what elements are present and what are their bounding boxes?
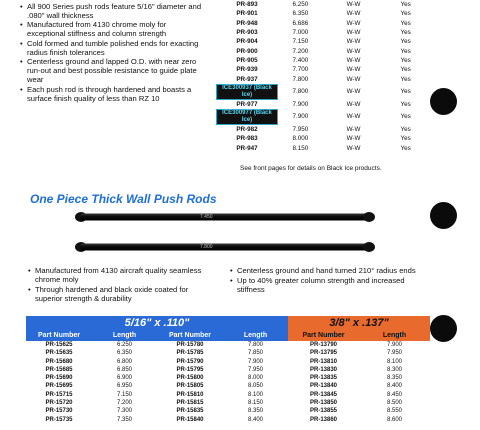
length: 8.150 bbox=[292, 144, 309, 152]
column-header-part: Part Number bbox=[288, 331, 359, 341]
length: 8.400 bbox=[386, 383, 402, 390]
spec-row bbox=[212, 144, 427, 153]
length: 7.300 bbox=[116, 408, 132, 415]
length: 6.800 bbox=[116, 358, 132, 365]
push-rod-image bbox=[75, 211, 375, 223]
length: 7.150 bbox=[116, 391, 132, 398]
part-number: PR-937 bbox=[236, 75, 258, 83]
push-rod-image bbox=[75, 241, 375, 253]
length: 6.250 bbox=[292, 1, 309, 9]
part-number: PR-13830 bbox=[309, 366, 338, 373]
oil-hole: Yes bbox=[400, 1, 411, 9]
tip-style: W-W bbox=[346, 100, 361, 108]
tip-style: W-W bbox=[346, 126, 361, 134]
length: 8.500 bbox=[386, 400, 402, 407]
tip-style: W-W bbox=[346, 135, 361, 143]
part-number: PR-903 bbox=[236, 29, 258, 37]
part-number: PR-15780 bbox=[176, 342, 204, 348]
length: 7.800 bbox=[292, 88, 309, 96]
part-number: PR-977 bbox=[236, 100, 258, 108]
length: 7.150 bbox=[292, 38, 309, 46]
part-number: PR-15625 bbox=[45, 342, 73, 348]
length: 7.700 bbox=[292, 66, 309, 74]
spec-row bbox=[212, 100, 427, 109]
part-number: PR-13845 bbox=[309, 391, 338, 398]
feature-item: • All 900 Series push rods feature 5/16" diameter and .080" wall thickness bbox=[20, 2, 205, 20]
column-header-length: Length bbox=[223, 331, 288, 341]
table-header-38: 3/8" x .137" bbox=[288, 316, 430, 331]
part-number: PR-901 bbox=[236, 10, 258, 18]
part-number: PR-13855 bbox=[309, 408, 338, 415]
feature-item: • Through hardened and black oxide coated for superior strength & durability bbox=[28, 285, 213, 303]
length: 6.350 bbox=[292, 10, 309, 18]
part-number bbox=[212, 84, 278, 100]
oil-hole: Yes bbox=[400, 126, 411, 134]
length: 8.100 bbox=[247, 391, 263, 398]
part-number: PR-15735 bbox=[45, 416, 73, 423]
length: 8.350 bbox=[386, 375, 402, 382]
rod-length-label: 7.450 bbox=[200, 214, 213, 220]
oil-hole: Yes bbox=[400, 29, 411, 37]
length: 7.800 bbox=[247, 342, 263, 348]
length: 7.350 bbox=[116, 416, 132, 423]
part-number: PR-905 bbox=[236, 56, 258, 64]
feature-item: • Manufactured from 4130 chrome moly for exceptional stiffness and column strength bbox=[20, 20, 205, 38]
part-number: PR-13835 bbox=[309, 375, 338, 382]
part-number: PR-13840 bbox=[309, 383, 338, 390]
table-row bbox=[26, 407, 430, 415]
part-number: PR-15715 bbox=[45, 391, 73, 398]
length: 8.300 bbox=[386, 366, 402, 373]
part-number: PR-15785 bbox=[176, 350, 204, 357]
column-header-part: Part Number bbox=[157, 331, 223, 341]
oil-hole: Yes bbox=[400, 38, 411, 46]
length: 7.000 bbox=[292, 29, 309, 37]
length: 7.200 bbox=[116, 400, 132, 407]
tip-style: W-W bbox=[346, 10, 361, 18]
tip-style: W-W bbox=[346, 113, 361, 121]
oil-hole: Yes bbox=[400, 66, 411, 74]
spec-row bbox=[212, 19, 427, 28]
oil-hole: Yes bbox=[400, 10, 411, 18]
table-row bbox=[26, 416, 430, 424]
oil-hole: Yes bbox=[400, 135, 411, 143]
table-row bbox=[26, 391, 430, 399]
rod-length-label: 7.800 bbox=[200, 244, 213, 250]
length: 7.900 bbox=[386, 342, 402, 348]
spec-row bbox=[212, 56, 427, 65]
length: 6.686 bbox=[292, 19, 309, 27]
table-row bbox=[26, 366, 430, 374]
column-header-length: Length bbox=[92, 331, 157, 341]
part-number: PR-893 bbox=[236, 1, 258, 9]
length: 6.250 bbox=[116, 342, 132, 348]
section-title: One Piece Thick Wall Push Rods bbox=[30, 192, 217, 206]
part-number: PR-13860 bbox=[309, 416, 338, 423]
spec-row bbox=[212, 84, 427, 100]
length: 8.150 bbox=[247, 400, 263, 407]
feature-item: • Up to 40% greater column strength and increased stiffness bbox=[230, 276, 430, 294]
tip-style: W-W bbox=[346, 47, 361, 55]
length: 8.550 bbox=[386, 408, 402, 415]
thick-wall-pushrod-table bbox=[26, 316, 430, 424]
spec-row bbox=[212, 74, 427, 83]
part-number: PR-13790 bbox=[309, 342, 338, 348]
length: 8.000 bbox=[247, 375, 263, 382]
part-number: PR-15680 bbox=[45, 358, 73, 365]
length: 7.200 bbox=[292, 47, 309, 55]
part-number: PR-15695 bbox=[45, 383, 73, 390]
feature-item: • Each push rod is through hardened and boasts a surface finish quality of less than RZ 10 bbox=[20, 85, 205, 103]
part-number: PR-15835 bbox=[176, 408, 204, 415]
column-header-part: Part Number bbox=[26, 331, 92, 341]
features-list-top bbox=[20, 2, 205, 103]
tip-style: W-W bbox=[346, 66, 361, 74]
table-row bbox=[26, 382, 430, 390]
part-number: PR-983 bbox=[236, 135, 258, 143]
part-number: PR-900 bbox=[236, 47, 258, 55]
oil-hole: Yes bbox=[400, 56, 411, 64]
part-number: PR-15815 bbox=[176, 400, 204, 407]
length: 7.950 bbox=[386, 350, 402, 357]
oil-hole: Yes bbox=[400, 19, 411, 27]
table-row bbox=[26, 358, 430, 366]
feature-item: • Cold formed and tumble polished ends for exacting radius finish tolerances bbox=[20, 39, 205, 57]
spec-row bbox=[212, 109, 427, 125]
oil-hole: Yes bbox=[400, 113, 411, 121]
spec-row bbox=[212, 46, 427, 55]
length: 7.900 bbox=[292, 100, 309, 108]
spec-row bbox=[212, 134, 427, 143]
spec-row bbox=[212, 9, 427, 18]
length: 8.100 bbox=[386, 358, 402, 365]
black-ice-badge: ICE300937 (Black Ice) bbox=[216, 84, 278, 100]
pushrod-spec-table bbox=[212, 0, 427, 153]
part-number: PR-15690 bbox=[45, 375, 73, 382]
part-number: PR-15840 bbox=[176, 416, 204, 423]
length: 7.850 bbox=[247, 350, 263, 357]
length: 8.400 bbox=[247, 416, 263, 423]
part-number: PR-947 bbox=[236, 144, 258, 152]
page-tab-dot bbox=[430, 88, 457, 115]
column-header-length: Length bbox=[359, 331, 430, 341]
oil-hole: Yes bbox=[400, 88, 411, 96]
tip-style: W-W bbox=[346, 29, 361, 37]
page-tab-dot bbox=[430, 202, 457, 229]
length: 8.350 bbox=[247, 408, 263, 415]
part-number: PR-15805 bbox=[176, 383, 204, 390]
part-number: PR-13850 bbox=[309, 400, 338, 407]
features-list-right bbox=[230, 266, 430, 295]
part-number: PR-15795 bbox=[176, 366, 204, 373]
spec-row bbox=[212, 0, 427, 9]
part-number: PR-13795 bbox=[309, 350, 338, 357]
tip-style: W-W bbox=[346, 1, 361, 9]
tip-style: W-W bbox=[346, 144, 361, 152]
spec-row bbox=[212, 65, 427, 74]
spec-row bbox=[212, 125, 427, 134]
tip-style: W-W bbox=[346, 88, 361, 96]
length: 6.350 bbox=[116, 350, 132, 357]
length: 7.800 bbox=[292, 75, 309, 83]
tip-style: W-W bbox=[346, 19, 361, 27]
black-ice-footnote: See front pages for details on Black Ice products. bbox=[240, 165, 382, 172]
spec-row bbox=[212, 28, 427, 37]
part-number: PR-15790 bbox=[176, 358, 204, 365]
spec-row bbox=[212, 37, 427, 46]
oil-hole: Yes bbox=[400, 75, 411, 83]
feature-item: • Manufactured from 4130 aircraft quality seamless chrome moly bbox=[28, 266, 213, 284]
part-number: PR-13810 bbox=[309, 358, 338, 365]
oil-hole: Yes bbox=[400, 47, 411, 55]
part-number: PR-939 bbox=[236, 66, 258, 74]
table-row bbox=[26, 349, 430, 357]
part-number bbox=[212, 109, 278, 125]
feature-item: • Centerless ground and lapped O.D. with near zero run-out and best possible resistance to guide plate wear bbox=[20, 57, 205, 84]
length: 8.050 bbox=[247, 383, 263, 390]
length: 6.900 bbox=[116, 375, 132, 382]
feature-item: • Centerless ground and hand turned 210° radius ends bbox=[230, 266, 430, 275]
length: 6.850 bbox=[116, 366, 132, 373]
black-ice-badge: ICE300977 (Black Ice) bbox=[216, 109, 278, 125]
part-number: PR-982 bbox=[236, 126, 258, 134]
part-number: PR-15685 bbox=[45, 366, 73, 373]
length: 6.950 bbox=[116, 383, 132, 390]
tip-style: W-W bbox=[346, 38, 361, 46]
part-number: PR-15810 bbox=[176, 391, 204, 398]
table-row bbox=[26, 399, 430, 407]
length: 7.950 bbox=[292, 126, 309, 134]
part-number: PR-15635 bbox=[45, 350, 73, 357]
table-row bbox=[26, 374, 430, 382]
oil-hole: Yes bbox=[400, 144, 411, 152]
tip-style: W-W bbox=[346, 56, 361, 64]
length: 8.450 bbox=[386, 391, 402, 398]
length: 8.000 bbox=[292, 135, 309, 143]
part-number: PR-948 bbox=[236, 19, 258, 27]
length: 7.900 bbox=[292, 113, 309, 121]
length: 7.900 bbox=[247, 358, 263, 365]
table-header-516: 5/16" x .110" bbox=[26, 316, 288, 331]
page-tab-dot bbox=[430, 315, 457, 342]
length: 7.950 bbox=[247, 366, 263, 373]
table-row bbox=[26, 341, 430, 349]
length: 7.400 bbox=[292, 56, 309, 64]
tip-style: W-W bbox=[346, 75, 361, 83]
part-number: PR-15730 bbox=[45, 408, 73, 415]
part-number: PR-15800 bbox=[176, 375, 204, 382]
features-list-left bbox=[28, 266, 213, 304]
oil-hole: Yes bbox=[400, 100, 411, 108]
part-number: PR-15720 bbox=[45, 400, 73, 407]
part-number: PR-904 bbox=[236, 38, 258, 46]
length: 8.600 bbox=[386, 416, 402, 423]
